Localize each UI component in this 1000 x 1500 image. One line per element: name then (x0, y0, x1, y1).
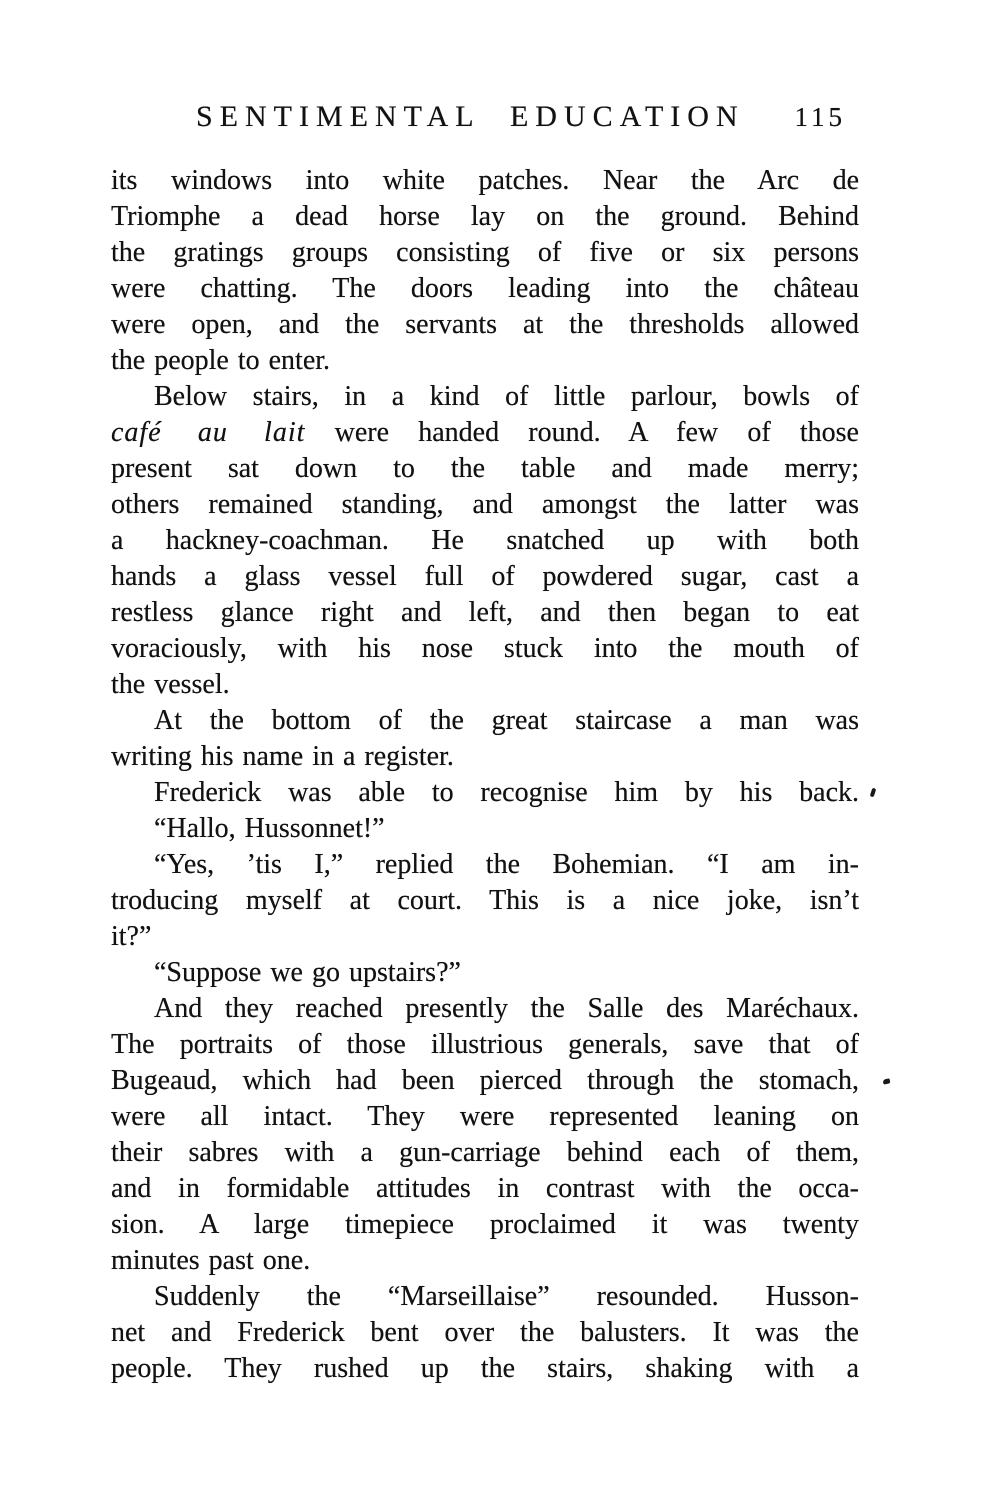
paragraph (111, 703, 859, 775)
text-line: people. They rushed up the stairs, shaking with a (111, 1353, 859, 1384)
text-line: the gratings groups consisting of five or six persons (111, 237, 859, 268)
text-line: At the bottom of the great staircase a man was (154, 705, 859, 736)
text-line: present sat down to the table and made merry; (111, 453, 859, 484)
text-line: writing his name in a register. (111, 741, 454, 772)
paragraph (111, 163, 859, 379)
paragraph (111, 379, 859, 703)
text-line: minutes past one. (111, 1245, 311, 1276)
paragraph (111, 991, 859, 1279)
paragraph (111, 775, 859, 811)
running-title: SENTIMENTAL EDUCATION (196, 100, 745, 133)
text-line: Suddenly the “Marseillaise” resounded. Husson- (154, 1281, 859, 1312)
paragraph (111, 955, 859, 991)
text-line: troducing myself at court. This is a nice joke, isn’t (111, 885, 859, 916)
text-line: Bugeaud, which had been pierced through the stomach, (111, 1065, 859, 1096)
ink-speck (883, 1078, 891, 1084)
text-line: its windows into white patches. Near the Arc de (111, 165, 859, 196)
text-column (111, 163, 859, 1387)
text-line: “Hallo, Hussonnet!” (154, 813, 385, 844)
text-line: the vessel. (111, 669, 230, 700)
text-line: And they reached presently the Salle des Maréchaux. (154, 993, 859, 1024)
ink-speck (870, 788, 877, 798)
text-line: were chatting. The doors leading into the château (111, 273, 859, 304)
text-line: were open, and the servants at the thresholds allowed (111, 309, 859, 340)
text-line: others remained standing, and amongst the latter was (111, 489, 859, 520)
text-line: The portraits of those illustrious generals, save that of (111, 1029, 859, 1060)
text-line: Triomphe a dead horse lay on the ground. Behind (111, 201, 859, 232)
paragraph (111, 1279, 859, 1387)
paragraph (111, 847, 859, 955)
paragraph (111, 811, 859, 847)
text-line: “Yes, ’tis I,” replied the Bohemian. “I am in- (154, 849, 859, 880)
text-line: Frederick was able to recognise him by his back. (154, 777, 859, 808)
text-line: the people to enter. (111, 345, 331, 376)
text-line: voraciously, with his nose stuck into the mouth of (111, 633, 859, 664)
running-header (196, 100, 846, 134)
text-line: hands a glass vessel full of powdered sugar, cast a (111, 561, 859, 592)
text-line: restless glance right and left, and then began to eat (111, 597, 859, 628)
text-line: café au lait were handed round. A few of those (111, 417, 859, 448)
text-line: it?” (111, 921, 152, 952)
text-line: and in formidable attitudes in contrast with the occa- (111, 1173, 859, 1204)
text-line: were all intact. They were represented leaning on (111, 1101, 859, 1132)
text-line: a hackney-coachman. He snatched up with both (111, 525, 859, 556)
text-line: Below stairs, in a kind of little parlour, bowls of (154, 381, 859, 412)
text-line: sion. A large timepiece proclaimed it was twenty (111, 1209, 859, 1240)
text-line: their sabres with a gun-carriage behind each of them, (111, 1137, 859, 1168)
page-number: 115 (794, 102, 846, 132)
text-line: net and Frederick bent over the balusters. It was the (111, 1317, 859, 1348)
text-line: “Suppose we go upstairs?” (154, 957, 461, 988)
